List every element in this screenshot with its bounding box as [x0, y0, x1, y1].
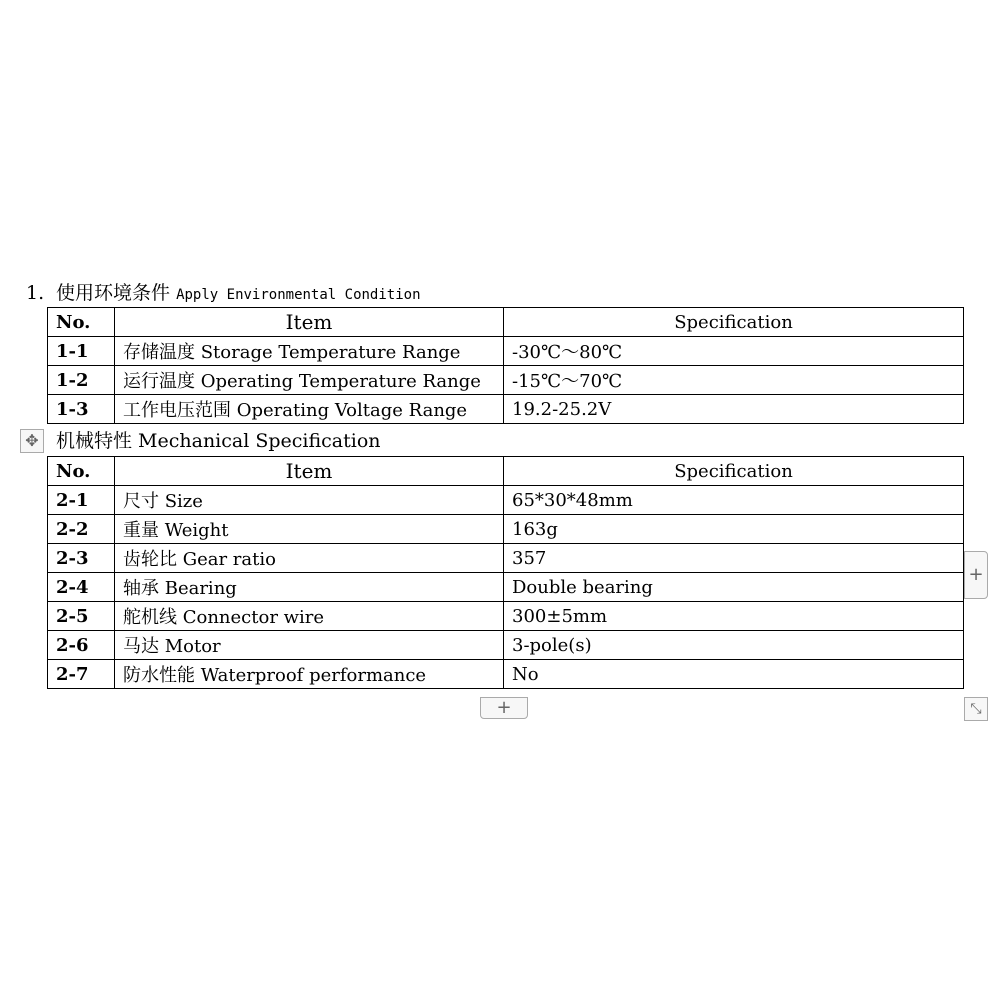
- table-row: [48, 366, 964, 395]
- table-row: [48, 544, 964, 573]
- row-spec[interactable]: 19.2-25.2V: [504, 395, 964, 424]
- row-spec[interactable]: 163g: [504, 515, 964, 544]
- table-row: [48, 573, 964, 602]
- table-row: [48, 486, 964, 515]
- row-item[interactable]: 防水性能 Waterproof performance: [115, 660, 504, 689]
- row-spec[interactable]: -30℃～80℃: [504, 337, 964, 366]
- table-header-row: [48, 308, 964, 337]
- header-specification[interactable]: Specification: [504, 457, 964, 486]
- row-spec[interactable]: Double bearing: [504, 573, 964, 602]
- table-row: [48, 395, 964, 424]
- row-no[interactable]: 2-4: [48, 573, 115, 602]
- header-specification[interactable]: Specification: [504, 308, 964, 337]
- row-no[interactable]: 2-1: [48, 486, 115, 515]
- section-1-title-cn: 使用环境条件: [56, 282, 171, 304]
- row-spec[interactable]: No: [504, 660, 964, 689]
- row-no[interactable]: 2-6: [48, 631, 115, 660]
- table-row: [48, 631, 964, 660]
- section-1-heading: [26, 280, 421, 306]
- add-column-button[interactable]: [964, 551, 988, 599]
- table-row: [48, 660, 964, 689]
- plus-icon: +: [496, 697, 512, 718]
- row-spec[interactable]: -15℃～70℃: [504, 366, 964, 395]
- row-no[interactable]: 2-7: [48, 660, 115, 689]
- section-1-title-en: Apply Environmental Condition: [176, 287, 421, 303]
- header-item[interactable]: Item: [115, 308, 504, 337]
- row-no[interactable]: 1-1: [48, 337, 115, 366]
- table-header-row: [48, 457, 964, 486]
- row-spec[interactable]: 65*30*48mm: [504, 486, 964, 515]
- row-item[interactable]: 工作电压范围 Operating Voltage Range: [115, 395, 504, 424]
- row-item[interactable]: 齿轮比 Gear ratio: [115, 544, 504, 573]
- header-no[interactable]: No.: [48, 457, 115, 486]
- row-spec[interactable]: 357: [504, 544, 964, 573]
- row-no[interactable]: 1-2: [48, 366, 115, 395]
- section-1-number: 1.: [26, 282, 45, 304]
- row-item[interactable]: 马达 Motor: [115, 631, 504, 660]
- table-move-handle-icon[interactable]: ✥: [20, 429, 44, 453]
- environment-table: [47, 307, 964, 424]
- mechanical-table: [47, 456, 964, 689]
- row-spec[interactable]: 300±5mm: [504, 602, 964, 631]
- plus-icon: +: [968, 564, 984, 585]
- row-no[interactable]: 1-3: [48, 395, 115, 424]
- row-item[interactable]: 重量 Weight: [115, 515, 504, 544]
- header-item[interactable]: Item: [115, 457, 504, 486]
- row-no[interactable]: 2-2: [48, 515, 115, 544]
- row-item[interactable]: 运行温度 Operating Temperature Range: [115, 366, 504, 395]
- row-item[interactable]: 轴承 Bearing: [115, 573, 504, 602]
- row-item[interactable]: 舵机线 Connector wire: [115, 602, 504, 631]
- row-item[interactable]: 尺寸 Size: [115, 486, 504, 515]
- header-no[interactable]: No.: [48, 308, 115, 337]
- row-spec[interactable]: 3-pole(s): [504, 631, 964, 660]
- add-row-button[interactable]: [480, 697, 528, 719]
- row-no[interactable]: 2-3: [48, 544, 115, 573]
- row-no[interactable]: 2-5: [48, 602, 115, 631]
- table-row: [48, 337, 964, 366]
- row-item[interactable]: 存储温度 Storage Temperature Range: [115, 337, 504, 366]
- table-resize-icon[interactable]: ⤡: [964, 697, 988, 721]
- table-row: [48, 602, 964, 631]
- section-2-heading: 机械特性 Mechanical Specification: [56, 430, 381, 452]
- table-row: [48, 515, 964, 544]
